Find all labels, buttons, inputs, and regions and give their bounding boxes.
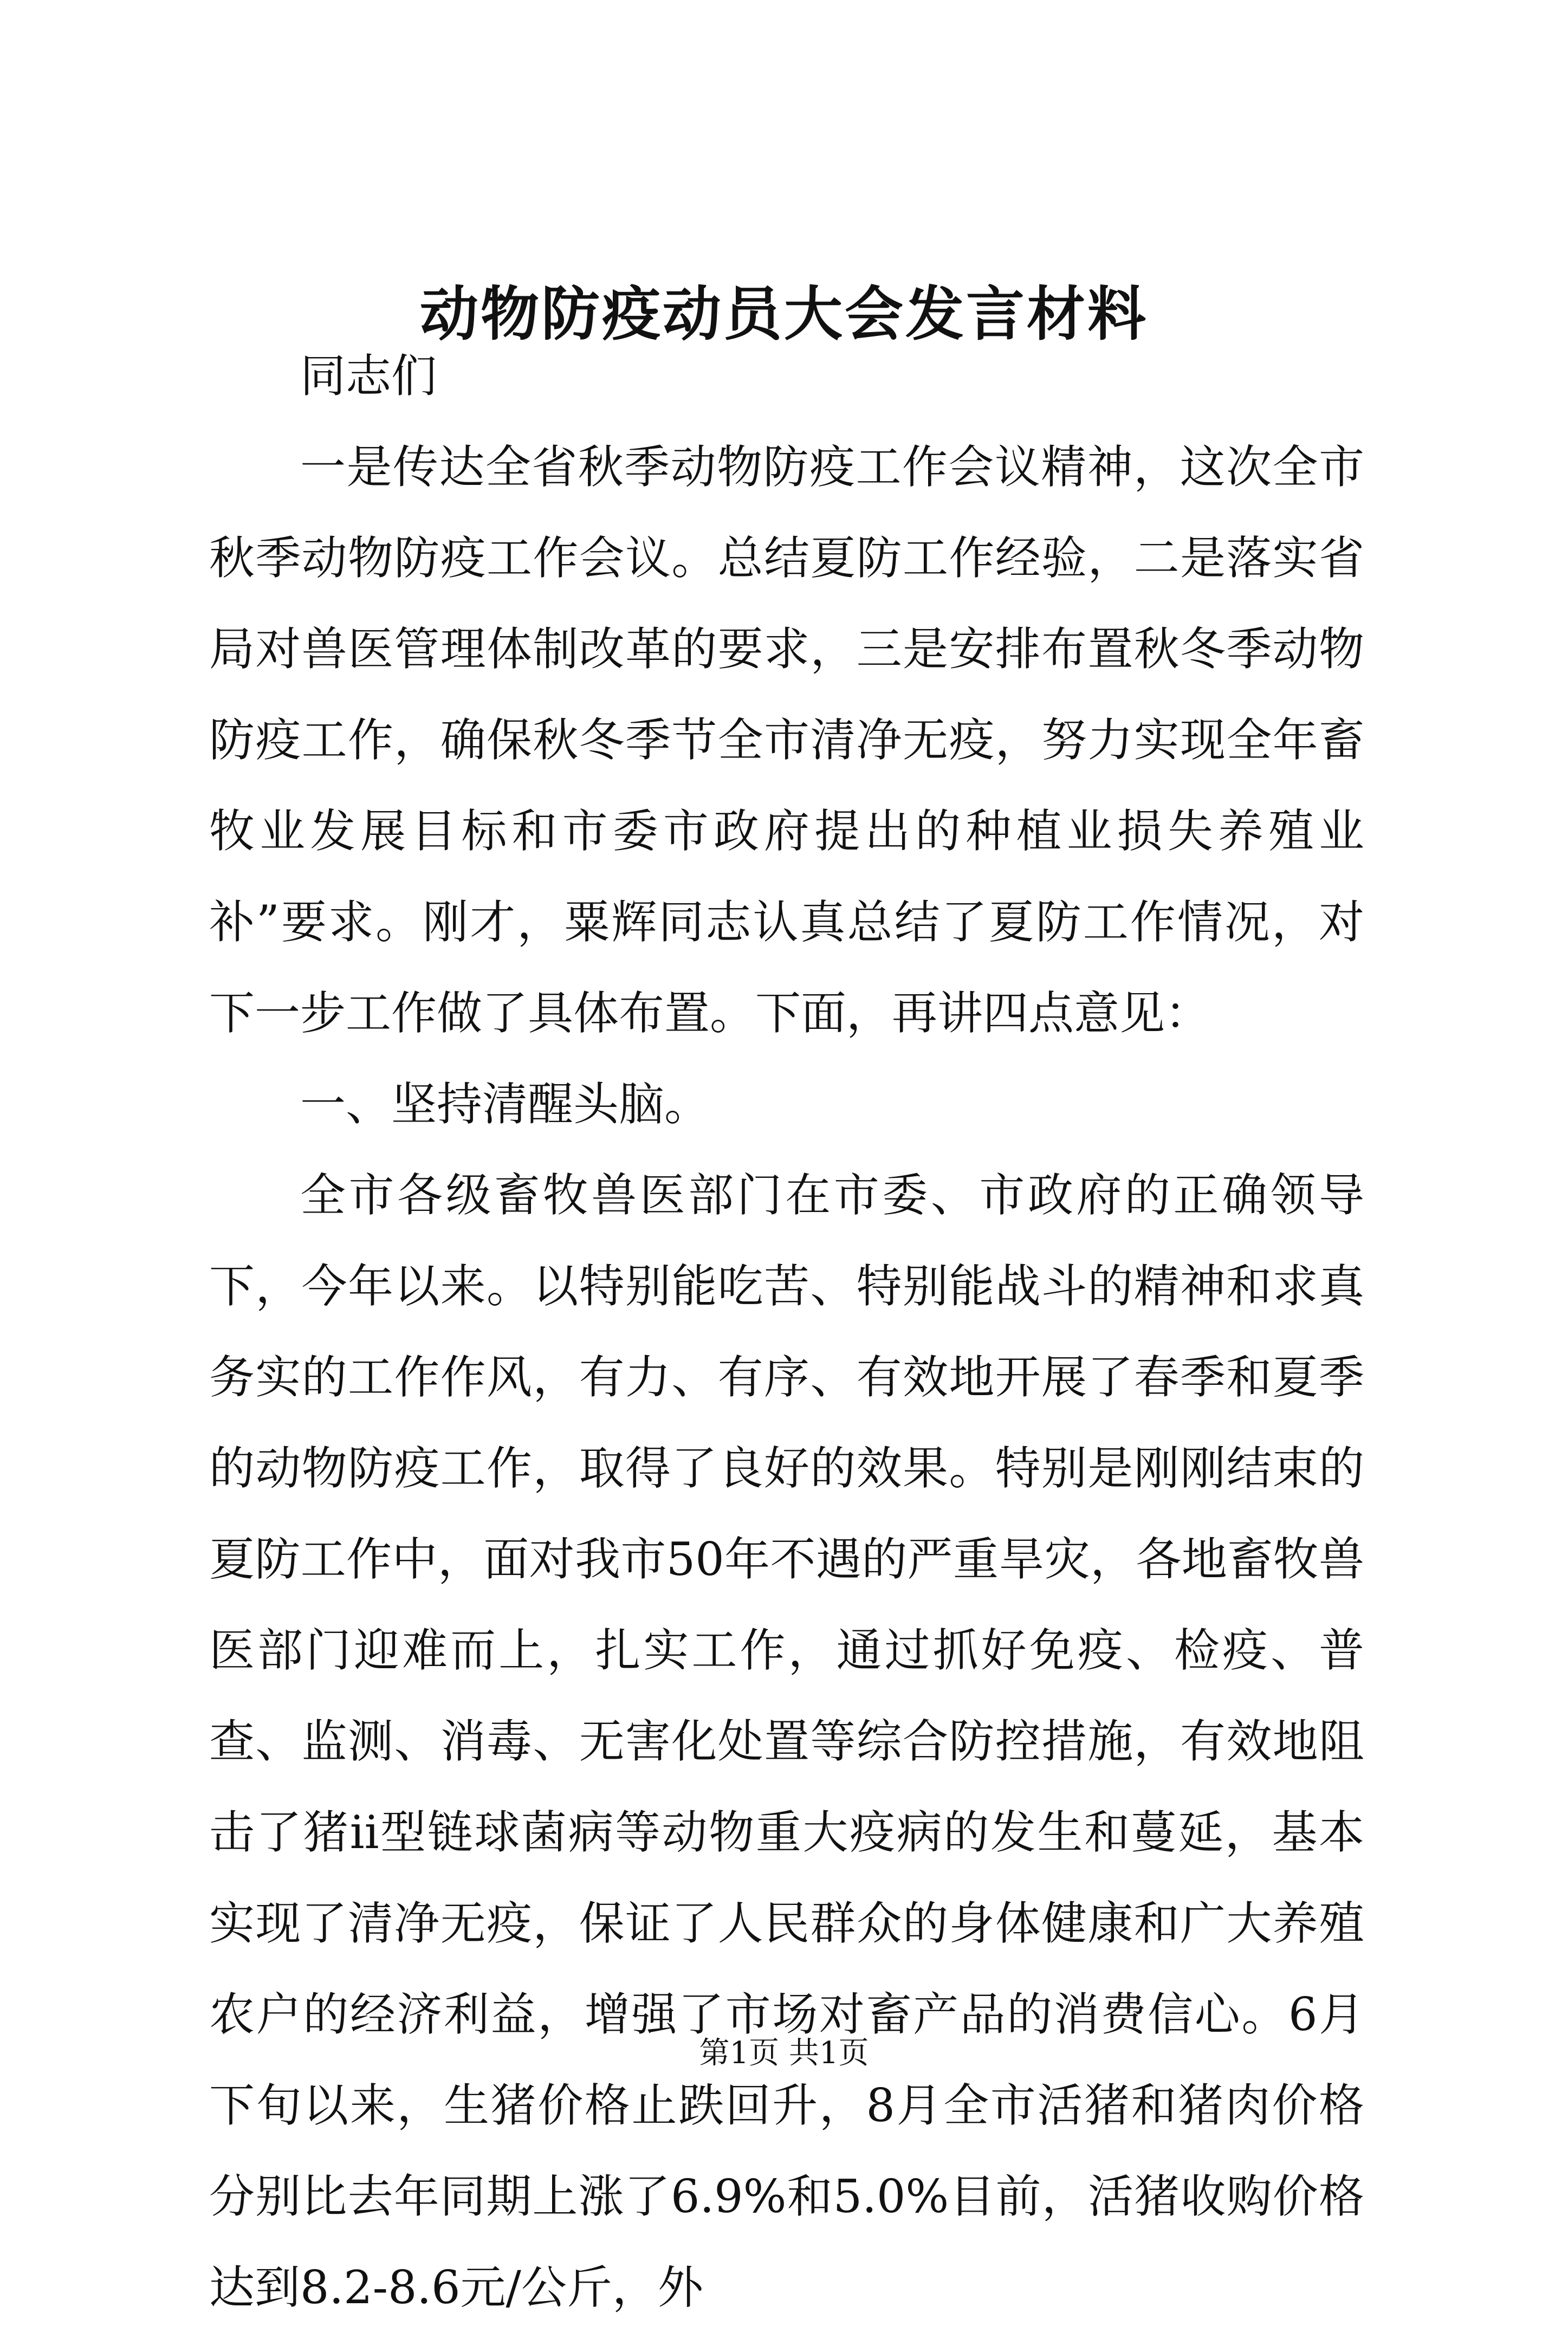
section-heading: 一、坚持清醒头脑。 (300, 1078, 710, 1131)
document-title: 动物防疫动员大会发言材料 (419, 280, 1148, 348)
salutation-paragraph: 同志们 (300, 349, 437, 403)
intro-paragraph: 一是传达全省秋季动物防疫工作会议精神，这次全市秋季动物防疫工作会议。总结夏防工作经验，二是落实省局对兽医管理体制改革的要求，三是安排布置秋冬季动物防疫工作，确保秋冬季节全市清净无疫，努力实现全年畜牧业发展目标和市委市政府提出的种植业损失养殖业补”要求。刚才，粟辉同志认真总结了夏防工作情况，对下一步工作做了具体布置。下面，再讲四点意见： (209, 440, 1364, 1040)
page-number: 第1页 共1页 (699, 2036, 869, 2071)
body-paragraph: 全市各级畜牧兽医部门在市委、市政府的正确领导下，今年以来。以特别能吃苦、特别能战斗的精神和求真务实的工作作风，有力、有序、有效地开展了春季和夏季的动物防疫工作，取得了良好的效果。特别是刚刚结束的夏防工作中，面对我市50年不遇的严重旱灾，各地畜牧兽医部门迎难而上，扎实工作，通过抓好免疫、检疫、普查、监测、消毒、无害化处置等综合防控措施，有效地阻击了猪ii型链球菌病等动物重大疫病的发生和蔓延，基本实现了清净无疫，保证了人民群众的身体健康和广大养殖农户的经济利益，增强了市场对畜产品的消费信心。6月下旬以来，生猪价格止跌回升，8月全市活猪和猪肉价格分别比去年同期上涨了6.9%和5.0%目前，活猪收购价格达到8.2-8.6元/公斤，外 (209, 1169, 1364, 2314)
